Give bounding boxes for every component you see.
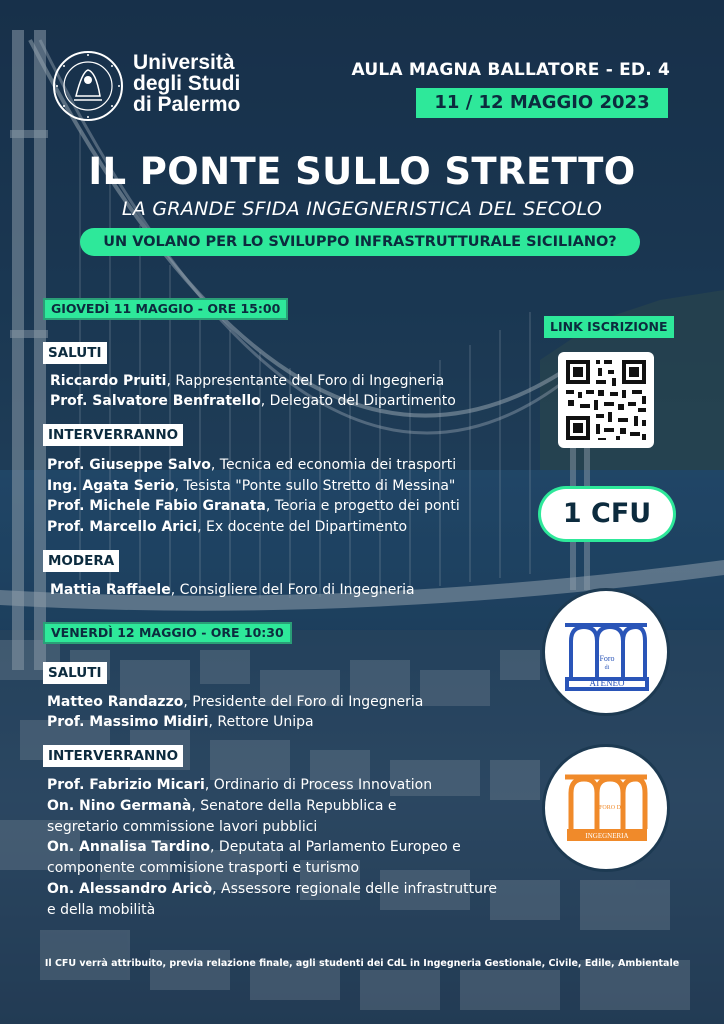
speaker-role: , Consigliere del Foro di Ingegneria [170, 582, 415, 598]
logo-orange-line2: INGEGNERIA [585, 832, 629, 840]
speaker-role: , Senatore della Repubblica e [191, 798, 397, 814]
qr-code-icon [558, 352, 654, 448]
logo-orange-line1: FORO DI [599, 805, 623, 811]
speaker-role: , Ex docente del Dipartimento [197, 518, 408, 535]
day1-saluti-tag: SALUTI [43, 342, 107, 364]
subtitle: LA GRANDE SFIDA INGEGNERISTICA DEL SECOLO [121, 198, 603, 220]
foro-di-ingegneria-logo [542, 744, 670, 872]
university-name-line-2: degli Studi [133, 72, 241, 95]
logo-blue-line3: ATENEO [589, 678, 625, 688]
day1-interverranno-tag: INTERVERRANNO [43, 424, 183, 446]
day2-speaker-item [47, 879, 497, 900]
day1-saluti-item [50, 391, 456, 412]
speaker-name: Mattia Raffaele [50, 582, 171, 598]
speaker-role: , Delegato del Dipartimento [260, 393, 456, 409]
day2-saluti-tag: SALUTI [43, 662, 107, 684]
speaker-name: Ing. Agata Serio [47, 477, 175, 494]
day2-speaker-item [47, 837, 461, 858]
speaker-role: , Tecnica ed economia dei trasporti [210, 457, 457, 473]
university-seal-logo [52, 50, 124, 122]
day1-speaker-item [47, 476, 455, 497]
speaker-name: Prof. Michele Fabio Granata [47, 498, 266, 514]
speaker-name: Matteo Randazzo [47, 694, 184, 710]
day2-speaker-item [47, 796, 396, 817]
speaker-name: Prof. Fabrizio Micari [47, 777, 205, 793]
university-name-line-1: Università [133, 51, 235, 74]
registration-qr-code[interactable] [558, 352, 654, 448]
speaker-name: On. Annalisa Tardino [47, 839, 211, 855]
day1-saluti-item [50, 371, 444, 392]
day2-speaker-item-continued [47, 817, 317, 838]
speaker-name: Riccardo Pruiti [50, 373, 167, 389]
day2-interverranno-tag: INTERVERRANNO [43, 745, 183, 767]
day1-moderator-item [50, 580, 415, 601]
day2-speaker-item-continued [47, 900, 155, 921]
day1-modera-tag: MODERA [43, 550, 119, 572]
foro-ingegneria-arches-icon [545, 747, 667, 869]
logo-blue-line2: di [604, 665, 610, 671]
speaker-role: , Rettore Unipa [208, 714, 314, 730]
university-name [133, 52, 273, 115]
speaker-name: On. Nino Germanà [47, 798, 192, 814]
speaker-role: , Rappresentante del Foro di Ingegneria [166, 373, 445, 389]
cfu-footnote: Il CFU verrà attribuito, previa relazione finale, agli studenti dei CdL in Ingegneria Gestionale, Civile, Edile, Ambientale [44, 958, 680, 969]
speaker-name: Prof. Marcello Arici [47, 518, 198, 535]
day1-speaker-item [47, 496, 460, 517]
speaker-role: segretario commissione lavori pubblici [47, 818, 318, 835]
main-title: IL PONTE SULLO STRETTO [88, 150, 636, 193]
day2-speaker-item-continued [47, 858, 359, 879]
speaker-role: componente commisione trasporti e turismo [47, 860, 360, 876]
speaker-role: , Assessore regionale delle infrastrutture [212, 881, 498, 897]
tagline-badge: UN VOLANO PER LO SVILUPPO INFRASTRUTTURALE SICILIANO? [80, 228, 640, 256]
speaker-role: , Presidente del Foro di Ingegneria [183, 694, 424, 710]
speaker-name: Prof. Massimo Midiri [47, 714, 209, 730]
speaker-role: , Teoria e progetto dei ponti [265, 498, 460, 514]
event-dates-badge: 11 / 12 MAGGIO 2023 [416, 88, 668, 118]
day2-header-bar: VENERDÌ 12 MAGGIO - ORE 10:30 [43, 622, 292, 644]
speaker-role: e della mobilità [47, 902, 156, 918]
day2-speaker-item [47, 775, 432, 796]
day1-speaker-item [47, 517, 407, 538]
speaker-name: On. Alessandro Aricò [47, 881, 213, 897]
cfu-badge: 1 CFU [541, 489, 673, 539]
university-name-line-3: di Palermo [133, 93, 241, 116]
speaker-name: Prof. Salvatore Benfratello [50, 393, 261, 409]
speaker-role: , Tesista "Ponte sullo Stretto di Messina" [174, 477, 456, 494]
logo-blue-line1: Foro [599, 654, 615, 663]
registration-link-label: LINK ISCRIZIONE [544, 316, 674, 338]
day2-saluti-item [47, 712, 314, 733]
day1-header-bar: GIOVEDÌ 11 MAGGIO - ORE 15:00 [43, 298, 288, 320]
foro-di-ateneo-logo [542, 588, 670, 716]
speaker-role: , Deputata al Parlamento Europeo e [210, 839, 461, 855]
speaker-role: , Ordinario di Process Innovation [204, 777, 433, 793]
day2-saluti-item [47, 692, 423, 713]
speaker-name: Prof. Giuseppe Salvo [47, 457, 211, 473]
venue-text: AULA MAGNA BALLATORE - ED. 4 [351, 60, 670, 80]
foro-ateneo-arches-icon [545, 591, 667, 713]
day1-speaker-item [47, 455, 456, 476]
